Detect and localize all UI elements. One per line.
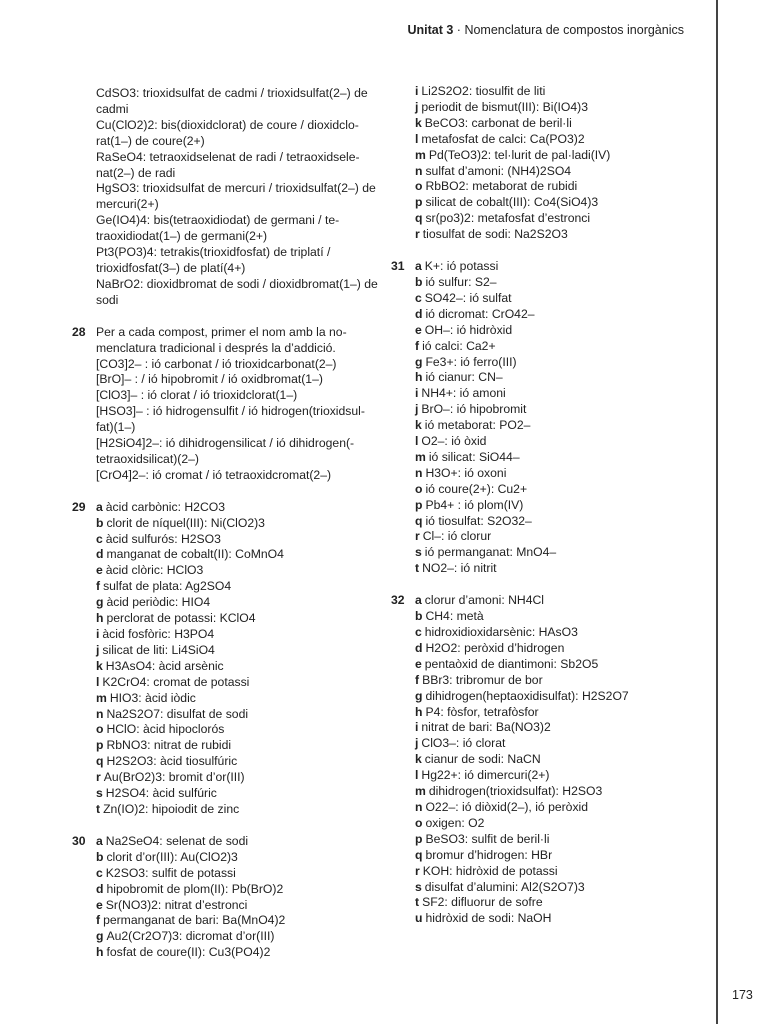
list-item — [415, 609, 697, 625]
item-text: K2CrO4: cromat de potassi — [102, 674, 250, 689]
item-text: hidròxid de sodi: NaOH — [425, 911, 552, 926]
list-item — [415, 689, 697, 705]
list-item — [415, 116, 697, 132]
item-letter: b — [415, 609, 423, 624]
answer-28 — [72, 324, 378, 484]
question-number: 29 — [72, 499, 86, 514]
answer-line: Ge(IO4)4: bis(tetraoxidiodat) de germani / te-traoxidiodat(1–) de germani(2+) — [96, 213, 340, 244]
answer-list — [415, 593, 697, 927]
item-letter: r — [415, 863, 420, 878]
question-number: 30 — [72, 833, 86, 848]
item-letter: l — [415, 768, 419, 783]
item-letter: f — [415, 338, 420, 353]
item-text: H2SO4: àcid sulfúric — [105, 786, 217, 801]
item-text: ió metaborat: PO2– — [424, 418, 531, 433]
list-item — [415, 307, 697, 323]
item-text: silicat de cobalt(III): Co4(SiO4)3 — [425, 195, 599, 210]
list-item — [415, 164, 697, 180]
item-text: nitrat de bari: Ba(NO3)2 — [421, 720, 551, 735]
item-letter: q — [415, 847, 423, 862]
answer-31 — [391, 259, 697, 577]
item-text: RbBO2: metaborat de rubidi — [425, 179, 578, 194]
item-text: ió permanganat: MnO4– — [424, 545, 557, 560]
list-item — [96, 770, 378, 786]
list-item — [415, 227, 697, 243]
right-column — [391, 84, 697, 927]
question-number: 28 — [72, 324, 86, 339]
item-text: tiosulfat de sodi: Na2S2O3 — [422, 227, 568, 242]
item-letter: a — [415, 593, 422, 608]
item-text: àcid carbònic: H2CO3 — [105, 499, 226, 514]
item-letter: e — [96, 563, 103, 578]
list-item — [96, 738, 378, 754]
item-letter: m — [415, 147, 426, 162]
item-letter: c — [96, 531, 103, 546]
answer-line: RaSeO4: tetraoxidselenat de radi / tetraoxidsele-nat(2–) de radi — [96, 149, 360, 180]
item-letter: h — [415, 704, 423, 719]
list-item — [415, 768, 697, 784]
answer-list — [96, 834, 378, 961]
item-text: Sr(NO3)2: nitrat d’estronci — [105, 897, 248, 912]
item-letter: q — [415, 211, 423, 226]
item-letter: a — [415, 259, 422, 274]
list-item — [415, 275, 697, 291]
item-letter: f — [96, 913, 101, 928]
item-letter: k — [415, 752, 422, 767]
answer-list — [415, 84, 697, 243]
item-text: pentaòxid de diantimoni: Sb2O5 — [424, 656, 599, 671]
item-letter: s — [415, 545, 422, 560]
item-letter: p — [415, 497, 423, 512]
item-letter: d — [415, 640, 423, 655]
list-item — [96, 643, 378, 659]
item-letter: b — [96, 849, 104, 864]
item-letter: r — [96, 770, 101, 785]
item-letter: p — [415, 831, 423, 846]
item-text: oxigen: O2 — [425, 815, 485, 830]
list-item — [96, 754, 378, 770]
answer-30-continuation — [415, 84, 697, 243]
item-text: SO42–: ió sulfat — [424, 290, 512, 305]
item-text: ió dicromat: CrO42– — [425, 306, 535, 321]
item-letter: m — [415, 784, 426, 799]
list-item — [415, 800, 697, 816]
item-text: Au2(Cr2O7)3: dicromat d’or(III) — [106, 929, 275, 944]
list-item — [415, 641, 697, 657]
answer-line: Per a cada compost, primer el nom amb la no-menclatura tradicional i després la d’addició. — [96, 324, 347, 355]
item-letter: j — [415, 402, 419, 417]
item-text: hipobromit de plom(II): Pb(BrO)2 — [106, 881, 284, 896]
list-item — [415, 211, 697, 227]
list-item — [415, 259, 697, 275]
item-text: Cl–: ió clorur — [422, 529, 492, 544]
answer-30 — [72, 833, 378, 961]
item-text: Pd(TeO3)2: tel·lurit de pal·ladi(IV) — [428, 147, 611, 162]
item-letter: h — [415, 370, 423, 385]
list-item — [96, 659, 378, 675]
list-item — [415, 895, 697, 911]
list-item — [96, 579, 378, 595]
list-item — [415, 816, 697, 832]
list-item — [415, 705, 697, 721]
item-letter: b — [96, 515, 104, 530]
item-letter: l — [415, 434, 419, 449]
list-item — [96, 850, 378, 866]
item-letter: l — [96, 674, 100, 689]
item-text: dihidrogen(heptaoxidisulfat): H2S2O7 — [425, 688, 629, 703]
answer-27-continuation — [96, 86, 378, 309]
item-letter: p — [415, 195, 423, 210]
item-letter: q — [96, 754, 104, 769]
item-text: àcid fosfòric: H3PO4 — [102, 627, 215, 641]
item-letter: c — [96, 865, 103, 880]
list-item — [96, 722, 378, 738]
item-letter: o — [96, 722, 104, 737]
item-letter: f — [415, 672, 420, 687]
page-number: 173 — [732, 988, 753, 1002]
item-letter: k — [96, 658, 103, 673]
item-letter: s — [96, 786, 103, 801]
list-item — [96, 516, 378, 532]
list-item — [96, 898, 378, 914]
item-letter: m — [415, 449, 426, 464]
list-item — [415, 482, 697, 498]
answer-list — [415, 259, 697, 577]
answer-29 — [72, 499, 378, 818]
question-number: 31 — [391, 259, 405, 274]
list-item — [415, 529, 697, 545]
list-item — [96, 913, 378, 929]
item-letter: n — [415, 465, 423, 480]
item-letter: o — [415, 481, 423, 496]
list-item — [415, 355, 697, 371]
item-text: fosfat de coure(II): Cu3(PO4)2 — [106, 945, 271, 960]
item-text: Zn(IO)2: hipoiodit de zinc — [103, 801, 240, 816]
item-letter: d — [415, 306, 423, 321]
list-item — [415, 593, 697, 609]
answer-line: HgSO3: trioxidsulfat de mercuri / trioxidsulfat(2–) de mercuri(2+) — [96, 181, 376, 212]
list-item — [96, 691, 378, 707]
list-item — [415, 84, 697, 100]
item-text: Pb4+ : ió plom(IV) — [425, 497, 524, 512]
item-letter: i — [415, 720, 419, 735]
item-text: manganat de cobalt(II): CoMnO4 — [106, 547, 284, 562]
list-item — [415, 100, 697, 116]
item-letter: r — [415, 529, 420, 544]
item-letter: j — [96, 642, 100, 657]
list-item — [415, 784, 697, 800]
item-letter: g — [415, 354, 423, 369]
list-item — [415, 880, 697, 896]
list-item — [415, 561, 697, 577]
item-text: Na2S2O7: disulfat de sodi — [106, 706, 249, 721]
list-item — [415, 148, 697, 164]
list-item — [96, 707, 378, 723]
item-text: Au(BrO2)3: bromit d’or(III) — [103, 770, 245, 785]
answer-line: NaBrO2: dioxidbromat de sodi / dioxidbromat(1–) de sodi — [96, 276, 378, 307]
list-item — [96, 563, 378, 579]
item-text: K+: ió potassi — [424, 259, 499, 274]
list-item — [415, 466, 697, 482]
item-text: ió sulfur: S2– — [425, 274, 497, 289]
item-letter: m — [96, 690, 107, 705]
list-item — [415, 498, 697, 514]
item-text: BrO–: ió hipobromit — [421, 402, 527, 417]
item-letter: d — [96, 547, 104, 562]
list-item — [415, 752, 697, 768]
list-item — [415, 911, 697, 927]
item-letter: l — [415, 131, 419, 146]
item-text: sulfat d’amoni: (NH4)2SO4 — [425, 163, 572, 178]
item-letter: g — [96, 595, 104, 610]
item-text: BBr3: tribromur de bor — [422, 672, 543, 687]
item-letter: i — [96, 627, 100, 641]
list-item — [415, 673, 697, 689]
item-text: ió tiosulfat: S2O32– — [425, 513, 532, 528]
item-text: clorur d’amoni: NH4Cl — [424, 593, 544, 608]
item-letter: t — [415, 895, 420, 910]
item-text: silicat de liti: Li4SiO4 — [102, 642, 215, 657]
item-text: ió calci: Ca2+ — [422, 338, 496, 353]
item-text: H3AsO4: àcid arsènic — [105, 658, 224, 673]
item-text: O2–: ió òxid — [421, 434, 487, 449]
list-item — [96, 945, 378, 961]
item-text: ió coure(2+): Cu2+ — [425, 481, 528, 496]
item-letter: r — [415, 227, 420, 242]
answer-list — [96, 500, 378, 818]
item-text: àcid periòdic: HIO4 — [106, 595, 211, 610]
list-item — [415, 657, 697, 673]
item-text: Hg22+: ió dimercuri(2+) — [421, 768, 550, 783]
answer-line: CdSO3: trioxidsulfat de cadmi / trioxidsulfat(2–) de cadmi — [96, 86, 368, 116]
item-letter: t — [96, 801, 101, 816]
item-text: sr(po3)2: metafosfat d’estronci — [425, 211, 591, 226]
item-text: Li2S2O2: tiosulfit de liti — [421, 84, 546, 98]
answer-line: [H2SiO4]2–: ió dihidrogensilicat / ió dihidrogen(-tetraoxidsilicat)(2–) — [96, 436, 355, 466]
item-letter: t — [415, 561, 420, 576]
list-item — [96, 866, 378, 882]
item-letter: n — [415, 799, 423, 814]
answer-line: [ClO3]– : ió clorat / ió trioxidclorat(1–) — [96, 388, 298, 403]
item-text: NH4+: ió amoni — [421, 386, 506, 401]
answer-line: Pt3(PO3)4: tetrakis(trioxidfosfat) de triplatí / trioxidfosfat(3–) de platí(4+) — [96, 245, 331, 275]
item-text: hidroxidioxidarsènic: HAsO3 — [424, 625, 578, 639]
list-item — [415, 323, 697, 339]
item-letter: c — [415, 290, 422, 305]
item-text: àcid clòric: HClO3 — [105, 563, 204, 578]
item-letter: c — [415, 625, 422, 639]
list-item — [96, 929, 378, 945]
item-letter: k — [415, 115, 422, 130]
list-item — [96, 627, 378, 643]
item-text: clorit d’or(III): Au(ClO2)3 — [106, 849, 238, 864]
header-separator: · — [453, 23, 465, 37]
item-text: Fe3+: ió ferro(III) — [425, 354, 517, 369]
item-text: CH4: metà — [425, 609, 484, 624]
list-item — [415, 720, 697, 736]
list-item — [415, 434, 697, 450]
unit-topic: Nomenclatura de compostos inorgànics — [464, 23, 684, 37]
list-item — [415, 132, 697, 148]
item-letter: h — [96, 611, 104, 626]
unit-label: Unitat 3 — [407, 23, 454, 37]
list-item — [415, 450, 697, 466]
list-item — [96, 595, 378, 611]
item-letter: s — [415, 879, 422, 894]
list-item — [96, 532, 378, 548]
answer-line: Cu(ClO2)2: bis(dioxidclorat) de coure / dioxidclo-rat(1–) de coure(2+) — [96, 117, 359, 148]
list-item — [96, 500, 378, 516]
item-letter: j — [415, 736, 419, 751]
item-text: KOH: hidròxid de potassi — [422, 863, 558, 878]
item-text: HIO3: àcid iòdic — [109, 690, 196, 705]
list-item — [96, 786, 378, 802]
item-letter: p — [96, 738, 104, 753]
item-text: dihidrogen(trioxidsulfat): H2SO3 — [428, 784, 603, 799]
running-header — [407, 23, 684, 37]
list-item — [96, 882, 378, 898]
item-text: metafosfat de calci: Ca(PO3)2 — [421, 131, 585, 146]
item-text: H2O2: peròxid d’hidrogen — [425, 640, 565, 655]
answer-line: [CrO4]2–: ió cromat / ió tetraoxidcromat(2–) — [96, 467, 332, 482]
item-text: periodit de bismut(III): Bi(IO4)3 — [421, 99, 589, 114]
list-item — [415, 418, 697, 434]
item-letter: o — [415, 179, 423, 194]
list-item — [415, 514, 697, 530]
list-item — [96, 802, 378, 818]
item-letter: g — [415, 688, 423, 703]
item-letter: q — [415, 513, 423, 528]
answer-line: [BrO]– : / ió hipobromit / ió oxidbromat(1–) — [96, 372, 323, 387]
item-letter: u — [415, 911, 423, 926]
item-text: ió silicat: SiO44– — [428, 449, 520, 464]
list-item — [415, 195, 697, 211]
question-number: 32 — [391, 593, 405, 608]
list-item — [415, 736, 697, 752]
list-item — [415, 625, 697, 641]
item-text: RbNO3: nitrat de rubidi — [106, 738, 232, 753]
list-item — [415, 291, 697, 307]
item-letter: f — [96, 579, 101, 594]
item-letter: n — [96, 706, 104, 721]
item-text: àcid sulfurós: H2SO3 — [105, 531, 221, 546]
item-text: O22–: ió diòxid(2–), ió peròxid — [425, 799, 589, 814]
item-text: BeCO3: carbonat de beril·li — [424, 115, 572, 130]
item-letter: j — [415, 99, 419, 114]
item-text: HClO: àcid hipoclorós — [106, 722, 225, 737]
list-item — [96, 611, 378, 627]
item-text: sulfat de plata: Ag2SO4 — [103, 579, 232, 594]
answer-line: [HSO3]– : ió hidrogensulfit / ió hidrogen(trioxidsul-fat)(1–) — [96, 404, 365, 435]
page-margin-rule — [716, 0, 718, 1024]
left-column — [72, 86, 378, 961]
item-letter: b — [415, 274, 423, 289]
item-text: bromur d’hidrogen: HBr — [425, 847, 553, 862]
list-item — [415, 848, 697, 864]
item-text: H2S2O3: àcid tiosulfúric — [106, 754, 238, 769]
item-letter: a — [96, 499, 103, 514]
list-item — [96, 834, 378, 850]
item-letter: n — [415, 163, 423, 178]
item-text: disulfat d’alumini: Al2(S2O7)3 — [424, 879, 585, 894]
item-text: cianur de sodi: NaCN — [424, 752, 541, 767]
answer-line: [CO3]2– : ió carbonat / ió trioxidcarbonat(2–) — [96, 356, 337, 371]
item-letter: i — [415, 386, 419, 401]
list-item — [415, 545, 697, 561]
item-letter: k — [415, 418, 422, 433]
list-item — [96, 675, 378, 691]
item-text: NO2–: ió nitrit — [422, 561, 497, 576]
list-item — [415, 179, 697, 195]
item-text: BeSO3: sulfit de beril·li — [425, 831, 550, 846]
item-text: clorit de níquel(III): Ni(ClO2)3 — [106, 515, 265, 530]
list-item — [415, 402, 697, 418]
list-item — [96, 547, 378, 563]
item-letter: o — [415, 815, 423, 830]
answer-32 — [391, 593, 697, 927]
item-letter: e — [415, 656, 422, 671]
list-item — [415, 832, 697, 848]
item-text: OH–: ió hidròxid — [424, 322, 513, 337]
item-letter: e — [96, 897, 103, 912]
item-text: SF2: difluorur de sofre — [422, 895, 543, 910]
list-item — [415, 370, 697, 386]
item-text: H3O+: ió oxoni — [425, 465, 507, 480]
item-text: ió cianur: CN– — [425, 370, 503, 385]
list-item — [415, 386, 697, 402]
item-letter: i — [415, 84, 419, 98]
item-letter: h — [96, 945, 104, 960]
list-item — [415, 339, 697, 355]
item-text: ClO3–: ió clorat — [421, 736, 506, 751]
item-text: P4: fòsfor, tetrafòsfor — [425, 704, 539, 719]
item-letter: g — [96, 929, 104, 944]
item-letter: e — [415, 322, 422, 337]
item-letter: d — [96, 881, 104, 896]
item-text: K2SO3: sulfit de potassi — [105, 865, 236, 880]
item-letter: a — [96, 833, 103, 848]
list-item — [415, 864, 697, 880]
item-text: Na2SeO4: selenat de sodi — [105, 833, 249, 848]
item-text: permanganat de bari: Ba(MnO4)2 — [103, 913, 286, 928]
item-text: perclorat de potassi: KClO4 — [106, 611, 256, 626]
